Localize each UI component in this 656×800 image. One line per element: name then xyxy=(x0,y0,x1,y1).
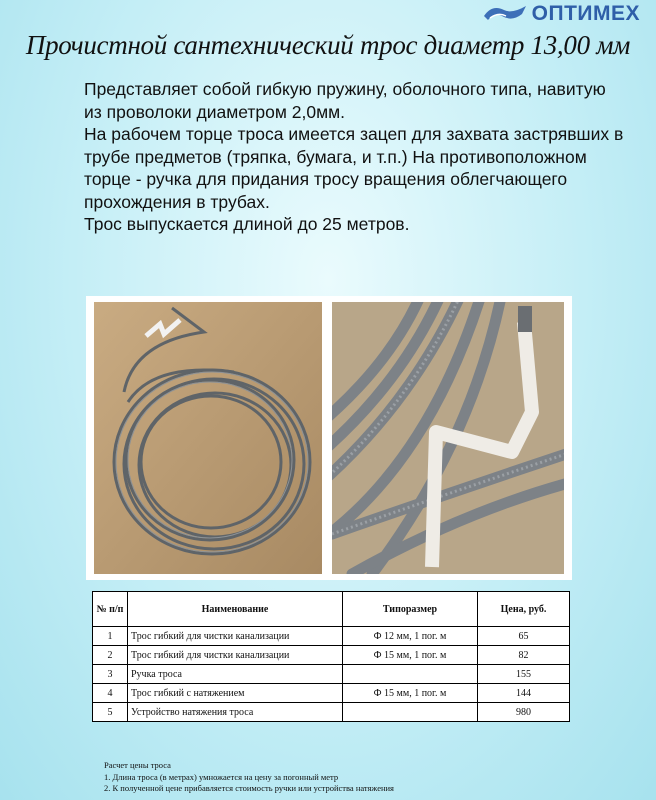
row-size: Ф 15 мм, 1 пог. м xyxy=(343,646,478,665)
notes-item: 1. Длина троса (в метрах) умножается на цену за погонный метр xyxy=(104,771,339,782)
table-row xyxy=(93,684,570,703)
row-price: 144 xyxy=(478,684,570,703)
description-paragraph: На рабочем торце троса имеется зацеп для захвата застрявших в трубе предметов (тряпка, бумага, и т.п.) На противоположном торце - ручка для придания тросу вращения облегчающего прохождения в трубах. xyxy=(84,124,624,212)
row-number: 5 xyxy=(93,703,128,722)
logo-text: ОПТИМЕХ xyxy=(531,2,640,25)
description-paragraph: Трос выпускается длиной до 25 метров. xyxy=(84,214,410,234)
row-size: Ф 15 мм, 1 пог. м xyxy=(343,684,478,703)
product-photos xyxy=(86,296,572,580)
row-size: Ф 12 мм, 1 пог. м xyxy=(343,627,478,646)
header-price: Цена, руб. xyxy=(478,592,570,627)
header-number: № п/п xyxy=(93,592,128,627)
row-size xyxy=(343,703,478,722)
row-number: 4 xyxy=(93,684,128,703)
price-table xyxy=(92,591,570,722)
company-logo xyxy=(482,2,640,26)
row-name: Трос гибкий для чистки канализации xyxy=(128,627,343,646)
row-name: Трос гибкий для чистки канализации xyxy=(128,646,343,665)
cable-handle-photo xyxy=(332,302,564,574)
notes-title: Расчет цены троса xyxy=(104,760,171,770)
header-name: Наименование xyxy=(128,592,343,627)
row-size xyxy=(343,665,478,684)
row-price: 155 xyxy=(478,665,570,684)
description-paragraph: Представляет собой гибкую пружину, оболочного типа, навитую из проволоки диаметром 2,0мм. xyxy=(84,79,606,122)
row-price: 980 xyxy=(478,703,570,722)
header-size: Типоразмер xyxy=(343,592,478,627)
row-number: 2 xyxy=(93,646,128,665)
logo-emblem-icon xyxy=(482,2,528,26)
row-name: Устройство натяжения троса xyxy=(128,703,343,722)
row-price: 82 xyxy=(478,646,570,665)
product-description xyxy=(84,78,624,236)
row-name: Трос гибкий с натяжением xyxy=(128,684,343,703)
coiled-cable-photo xyxy=(94,302,322,574)
page-title: Прочистной сантехнический трос диаметр 13,00 мм xyxy=(25,30,631,60)
notes-item: 2. К полученной цене прибавляется стоимость ручки или устройства натяжения xyxy=(104,783,394,793)
table-row xyxy=(93,627,570,646)
row-number: 3 xyxy=(93,665,128,684)
table-row xyxy=(93,703,570,722)
row-name: Ручка троса xyxy=(128,665,343,684)
row-price: 65 xyxy=(478,627,570,646)
table-row xyxy=(93,646,570,665)
table-header-row xyxy=(93,592,570,627)
price-calculation-notes xyxy=(104,760,394,795)
table-row xyxy=(93,665,570,684)
row-number: 1 xyxy=(93,627,128,646)
